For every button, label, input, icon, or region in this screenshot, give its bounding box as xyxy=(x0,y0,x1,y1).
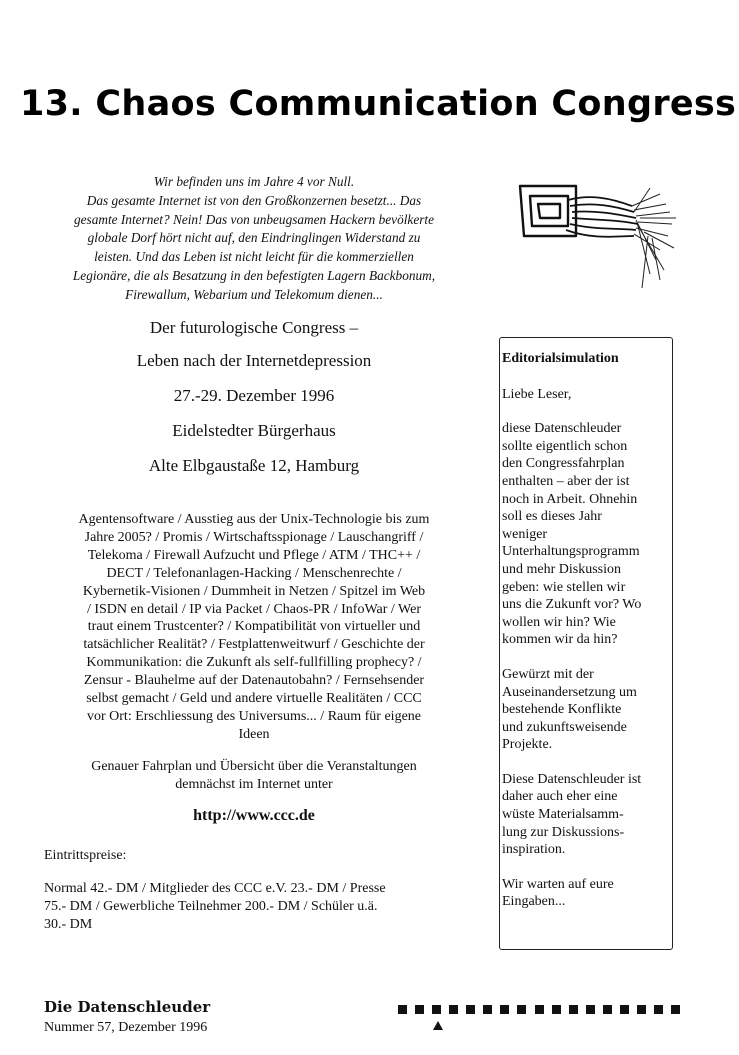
square-marker xyxy=(637,1005,646,1014)
topics-line: DECT / Telefonanlagen-Hacking / Menschenrechte / xyxy=(106,565,402,581)
intro-line: Legionäre, die als Besatzung in den befestigten Lagern Backbonum, xyxy=(72,267,436,283)
topics-line: Zensur - Blauhelme auf der Datenautobahn? / Fernsehsender xyxy=(83,673,425,689)
sidebar-line: Gewürzt mit der xyxy=(502,666,594,682)
topics-line: vor Ort: Erschliessung des Universums... / Raum für eigene xyxy=(87,708,421,724)
sidebar-line: daher auch eher eine xyxy=(502,789,618,805)
sidebar-line: Unterhaltungsprogramm xyxy=(502,544,640,560)
topics-line: Agentensoftware / Ausstieg aus der Unix-Technologie bis zum xyxy=(78,512,430,527)
square-marker xyxy=(569,1005,578,1014)
intro-line: globale Dorf hört nicht auf, den Eindringlingen Widerstand zu xyxy=(87,230,421,246)
intro-line: leisten. Und das Leben ist nicht leicht für die kommerziellen xyxy=(94,249,414,265)
sidebar-line: uns die Zukunft vor? Wo xyxy=(502,597,642,613)
topics-line: Telekoma / Firewall Aufzucht und Pflege / ATM / THC++ / xyxy=(87,547,421,563)
sidebar-line: wollen wir hin? Wie xyxy=(502,614,616,630)
intro-text xyxy=(44,173,464,305)
congress-address: Alte Elbgaustaße 12, Hamburg xyxy=(148,456,360,475)
sidebar-line: inspiration. xyxy=(502,842,566,858)
congress-venue: Eidelstedter Bürgerhaus xyxy=(172,421,336,440)
sidebar-paragraph xyxy=(502,771,670,859)
sidebar-line: Diese Datenschleuder ist xyxy=(502,771,642,787)
square-marker xyxy=(517,1005,526,1014)
square-marker xyxy=(449,1005,458,1014)
congress-dates: 27.-29. Dezember 1996 xyxy=(173,386,335,405)
topics-line: tatsächlicher Realität? / Festplattenweitwurf / Geschichte der xyxy=(83,637,425,653)
intro-line: Firewallum, Webarium und Telekomum dienen... xyxy=(125,286,383,302)
topics-line: selbst gemacht / Geld und andere virtuelle Realitäten / CCC xyxy=(86,691,422,707)
topics-line: Ideen xyxy=(238,726,270,742)
page-indicator-squares xyxy=(398,1005,680,1015)
chaos-knot-cable-icon xyxy=(510,176,678,294)
issue-number: Nummer 57, Dezember 1996 xyxy=(44,1020,208,1035)
square-marker xyxy=(586,1005,595,1014)
sidebar-line: diese Datenschleuder xyxy=(502,421,622,437)
topics-line: Kybernetik-Visionen / Dummheit in Netzen / Spitzel im Web xyxy=(82,583,426,599)
info-line: demnächst im Internet unter xyxy=(175,776,333,792)
square-marker xyxy=(671,1005,680,1014)
topics-line: Jahre 2005? / Promis / Wirtschaftsspionage / Lauschangriff / xyxy=(84,529,424,545)
sidebar-heading: Editorialsimulation xyxy=(502,351,619,366)
sidebar-line: Wir warten auf eure xyxy=(502,876,614,892)
website-link[interactable]: http://www.ccc.de xyxy=(193,807,315,824)
congress-subtitle: Der futurologische Congress – xyxy=(149,318,359,337)
sidebar-line: soll es dieses Jahr xyxy=(502,509,602,525)
sidebar-line: und mehr Diskussion xyxy=(502,561,621,577)
sidebar-line: den Congressfahrplan xyxy=(502,456,625,472)
prices-line: 30.- DM xyxy=(44,916,93,932)
sidebar-line: noch in Arbeit. Ohnehin xyxy=(502,491,638,507)
sidebar-line: geben: wie stellen wir xyxy=(502,579,626,595)
congress-theme: Leben nach der Internetdepression xyxy=(136,351,372,370)
sidebar-line: enthalten – aber der ist xyxy=(502,473,630,489)
prices-line: Normal 42.- DM / Mitglieder des CCC e.V. 23.- DM / Presse xyxy=(44,881,386,896)
sidebar-line: und zukunftsweisende xyxy=(502,719,627,735)
sidebar-line: Projekte. xyxy=(502,737,553,753)
prices-text xyxy=(44,880,464,934)
publication-name: Die Datenschleuder xyxy=(44,998,211,1016)
square-marker xyxy=(432,1005,441,1014)
square-marker xyxy=(398,1005,407,1014)
square-marker xyxy=(500,1005,509,1014)
info-line: Genauer Fahrplan und Übersicht über die Veranstaltungen xyxy=(91,759,417,774)
square-marker xyxy=(620,1005,629,1014)
schedule-info xyxy=(44,758,464,794)
sidebar-paragraph xyxy=(502,876,670,911)
square-marker xyxy=(603,1005,612,1014)
prices-line: 75.- DM / Gewerbliche Teilnehmer 200.- DM / Schüler u.ä. xyxy=(44,898,378,914)
prices-heading: Eintrittspreise: xyxy=(44,848,127,863)
topics-list xyxy=(44,511,464,744)
topics-line: Kommunikation: die Zukunft als self-fullfilling prophecy? / xyxy=(86,655,422,671)
page-title: 13. Chaos Communication Congress xyxy=(20,84,737,124)
sidebar-line: Eingaben... xyxy=(502,894,566,910)
square-marker xyxy=(535,1005,544,1014)
page-position-triangle-icon xyxy=(433,1021,443,1030)
sidebar-line: Auseinandersetzung um xyxy=(502,684,637,700)
topics-line: / ISDN en detail / IP via Packet / Chaos-PR / InfoWar / Wer xyxy=(86,601,422,617)
sidebar-line: wüste Materialsamm- xyxy=(502,807,624,823)
intro-line: Wir befinden uns im Jahre 4 vor Null. xyxy=(153,174,355,189)
sidebar-line: sollte eigentlich schon xyxy=(502,438,628,454)
square-marker xyxy=(654,1005,663,1014)
sidebar-line: bestehende Konflikte xyxy=(502,702,622,718)
square-marker xyxy=(415,1005,424,1014)
sidebar-line: kommen wir da hin? xyxy=(502,632,618,648)
topics-line: traut einem Trustcenter? / Kompatibilität von virtueller und xyxy=(87,619,421,635)
intro-line: Das gesamte Internet ist von den Großkonzernen besetzt... Das xyxy=(86,192,422,208)
sidebar-line: lung zur Diskussions- xyxy=(502,824,625,840)
sidebar-line: weniger xyxy=(502,526,548,542)
sidebar-paragraph xyxy=(502,666,670,754)
intro-line: gesamte Internet? Nein! Das von unbeugsamen Hackern bevölkerte xyxy=(73,211,435,227)
sidebar-paragraph xyxy=(502,420,670,649)
editorial-sidebar xyxy=(499,337,673,950)
square-marker xyxy=(466,1005,475,1014)
square-marker xyxy=(552,1005,561,1014)
sidebar-paragraph xyxy=(502,386,670,404)
square-marker xyxy=(483,1005,492,1014)
sidebar-line: Liebe Leser, xyxy=(502,386,572,402)
